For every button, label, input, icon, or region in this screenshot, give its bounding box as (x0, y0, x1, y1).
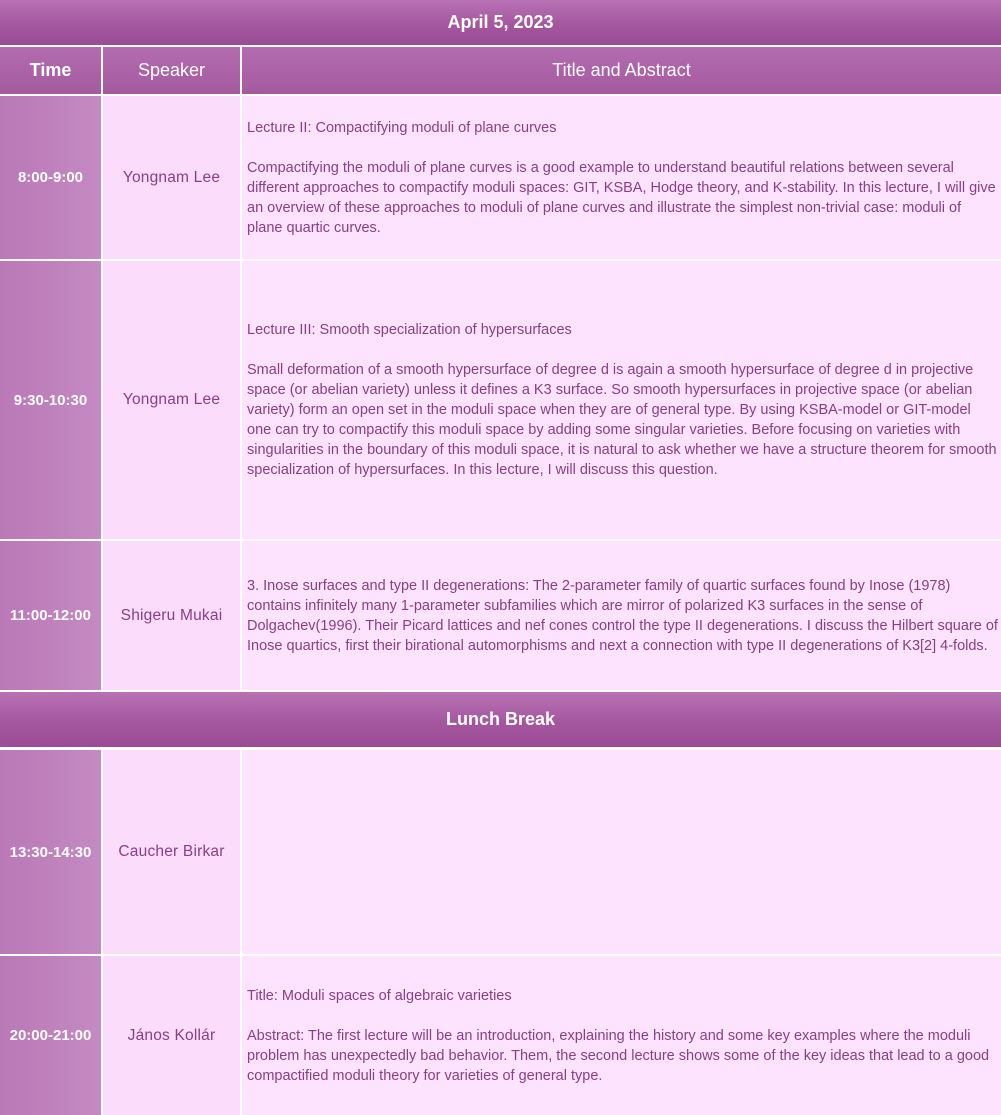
date-label: April 5, 2023 (447, 12, 554, 32)
header-title-abstract: Title and Abstract (242, 47, 1001, 94)
session-abstract-cell (242, 96, 1001, 259)
session-abstract: 3. Inose surfaces and type II degenerations: The 2-parameter family of quartic surfaces found by Inose (1978) contains infinitely many 1-parameter subfamilies which are mirror of polarized K3 surfaces in the sense of Dolgachev(1996). Their Picard lattices and nef cones control the type II degenerations. I discuss the Hilbert square of Inose quartics, first their birational automorphisms and next a connection with type II degenerations of K3[2] 4-folds. (247, 577, 998, 654)
session-abstract-cell (242, 750, 1001, 954)
session-abstract-cell (242, 541, 1001, 690)
session-time: 8:00-9:00 (0, 96, 101, 259)
session-speaker: Yongnam Lee (103, 261, 240, 539)
session-speaker: Shigeru Mukai (103, 541, 240, 690)
session-abstract: Compactifying the moduli of plane curves is a good example to understand beautiful relations between several different approaches to compactify moduli spaces: GIT, KSBA, Hodge theory, and K-stability. In this lecture, I will give an overview of these approaches to moduli of plane curves and illustrate the simplest non-trivial case: moduli of plane quartic curves. (247, 159, 996, 236)
session-speaker: Caucher Birkar (103, 750, 240, 954)
date-header (0, 0, 1001, 45)
session-abstract-cell (242, 956, 1001, 1115)
session-time: 9:30-10:30 (0, 261, 101, 539)
session-time: 13:30-14:30 (0, 750, 101, 954)
session-speaker: János Kollár (103, 956, 240, 1115)
session-time: 20:00-21:00 (0, 956, 101, 1115)
session-title: Lecture II: Compactifying moduli of plane curves (247, 119, 557, 136)
session-time: 11:00-12:00 (0, 541, 101, 690)
session-abstract: Small deformation of a smooth hypersurface of degree d is again a smooth hypersurface of degree d in projective space (or abelian variety) unless it defines a K3 surface. So smooth hypersurfaces in projective space (or abelian variety) form an open set in the moduli space when they are of general type. By using KSBA-model or GIT-model one can try to compactify this moduli space by adding some singular varieties. Before focusing on varieties with singularities in the boundary of this moduli space, it is natural to ask whether we have a structure theorem for smooth specialization of hypersurfaces. In this lecture, I will discuss this question. (247, 362, 997, 478)
header-time: Time (0, 47, 101, 94)
session-title: Lecture III: Smooth specialization of hypersurfaces (247, 322, 572, 338)
session-abstract: Abstract: The first lecture will be an introduction, explaining the history and some key examples where the moduli problem has unexpectedly bad behavior. Them, the second lecture shows some of the key ideas that lead to a good compactified moduli theory for varieties of general type. (247, 1027, 990, 1084)
session-abstract-cell (242, 261, 1001, 539)
header-speaker: Speaker (103, 47, 240, 94)
session-speaker: Yongnam Lee (103, 96, 240, 259)
session-title: Title: Moduli spaces of algebraic varieties (247, 987, 512, 1004)
lunch-break-band (0, 692, 1001, 747)
lunch-break-label: Lunch Break (445, 709, 556, 729)
